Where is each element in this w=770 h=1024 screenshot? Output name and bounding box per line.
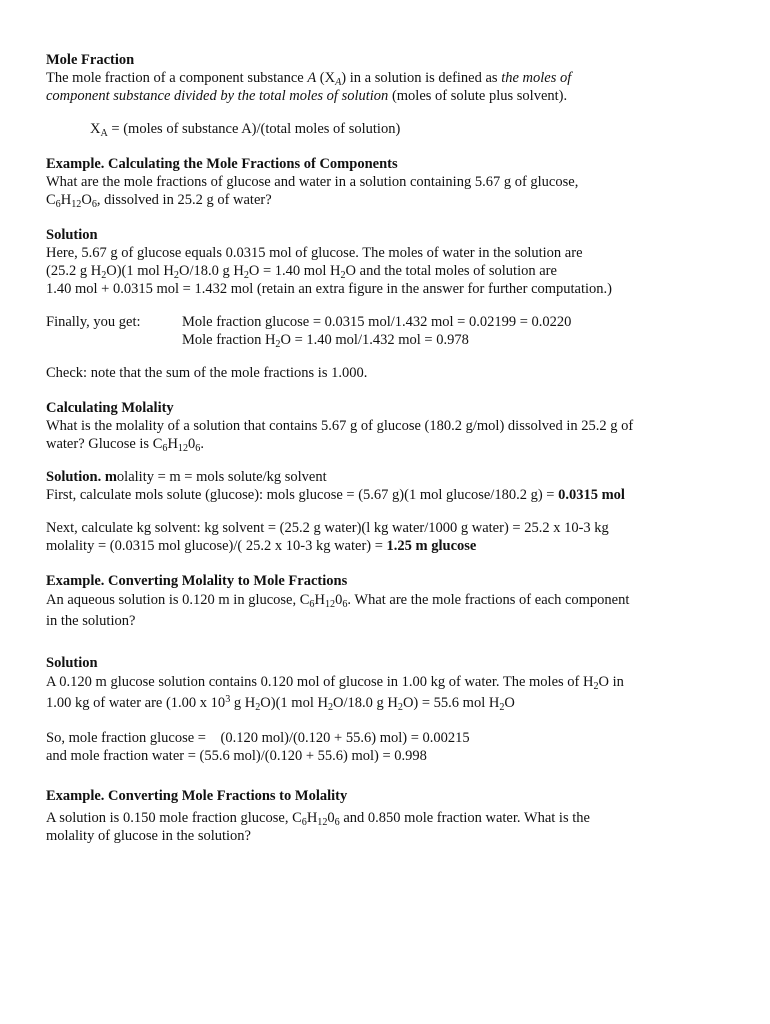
solution-line-3: 1.40 mol + 0.0315 mol = 1.432 mol (retain an extra figure in the answer for further computation.) bbox=[46, 281, 613, 297]
section-heading: Example. Converting Molality to Mole Fractions bbox=[46, 573, 348, 589]
solution-line-2: (25.2 g $H_2O)(1$ mol $H_2O/18.0$ g $H_2O = 1.40$ mol $H_2O$ and the total moles of solution are bbox=[46, 263, 557, 281]
mole-fraction-water: and mole fraction water = (55.6 mol)/(0.120 + 55.6) mol) = 0.998 bbox=[46, 748, 427, 764]
section-solution-1 bbox=[46, 226, 736, 382]
result-glucose: Mole fraction glucose = 0.0315 mol/1.432 mol = 0.02199 = 0.0220 bbox=[182, 314, 572, 330]
section-mole-fraction bbox=[46, 51, 736, 138]
document-page bbox=[46, 51, 736, 845]
section-calculating-molality bbox=[46, 399, 736, 555]
section-heading: Mole Fraction bbox=[46, 52, 135, 68]
result-water: Mole fraction $H_2O = 1.40$ mol/1.432 mol = 0.978 bbox=[182, 332, 469, 350]
first-step: First, calculate mols solute (glucose): mols glucose = (5.67 g)(1 mol glucose/180.2 g) = 0.0315 mol bbox=[46, 487, 625, 503]
section-solution-2 bbox=[46, 654, 736, 765]
check-note: Check: note that the sum of the mole fractions is 1.000. bbox=[46, 365, 368, 381]
mole-fraction-glucose: So, mole fraction glucose = (0.120 mol)/(0.120 + 55.6) mol) = 0.00215 bbox=[46, 730, 470, 746]
section-example-mole-fractions-to-molality bbox=[46, 787, 736, 845]
question-line-2: molality of glucose in the solution? bbox=[46, 828, 251, 844]
finally-label: Finally, you get: bbox=[46, 314, 141, 330]
solution-line-2: 1.00 kg of water are (1.00 x $10^3$ g $H_2O)(1$ mol $H_2O/18.0$ g $H_2O) = 55.6$ mol $H_2O$ bbox=[46, 694, 515, 713]
question-line-2: in the solution? bbox=[46, 613, 136, 629]
question-line-1: What is the molality of a solution that contains 5.67 g of glucose (180.2 g/mol) dissolved in 25.2 g of bbox=[46, 418, 634, 434]
definition-line-1: The mole fraction of a component substance A $(X_A)$ in a solution is defined as the moles of bbox=[46, 70, 572, 88]
question-line-1: An aqueous solution is 0.120 m in glucose, $C_6H_{12}0_6$. What are the mole fractions of each component bbox=[46, 592, 630, 610]
section-heading: Solution bbox=[46, 655, 98, 671]
section-heading: Calculating Molality bbox=[46, 400, 174, 416]
final-results bbox=[46, 313, 736, 349]
section-example-mole-fractions bbox=[46, 155, 736, 209]
question-line-1: A solution is 0.150 mole fraction glucose, $C_6H_{12}0_6$ and 0.850 mole fraction water. What is the bbox=[46, 810, 590, 828]
section-heading: Example. Calculating the Mole Fractions of Components bbox=[46, 156, 398, 172]
solution-line-1: A 0.120 m glucose solution contains 0.120 mol of glucose in 1.00 kg of water. The moles of $H_2O$ in bbox=[46, 674, 624, 692]
question-line-2: $C_6H_{12}O_6$, dissolved in 25.2 g of water? bbox=[46, 192, 272, 210]
molality-definition: Solution. molality = m = mols solute/kg solvent bbox=[46, 469, 327, 485]
question-line-2: water? Glucose is $C_6H_{12}0_6$. bbox=[46, 436, 204, 454]
molality-result: molality = (0.0315 mol glucose)/( 25.2 x 10-3 kg water) = 1.25 m glucose bbox=[46, 538, 477, 554]
question-line-1: What are the mole fractions of glucose and water in a solution containing 5.67 g of glucose, bbox=[46, 174, 579, 190]
section-heading: Example. Converting Mole Fractions to Molality bbox=[46, 788, 348, 804]
mole-fraction-formula: $X_A$ = (moles of substance A)/(total moles of solution) bbox=[90, 121, 401, 139]
section-example-molality-to-mole-fractions bbox=[46, 572, 736, 632]
section-heading: Solution bbox=[46, 227, 98, 243]
solution-line-1: Here, 5.67 g of glucose equals 0.0315 mol of glucose. The moles of water in the solution are bbox=[46, 245, 583, 261]
definition-line-2: component substance divided by the total moles of solution (moles of solute plus solvent). bbox=[46, 88, 568, 104]
next-step: Next, calculate kg solvent: kg solvent = (25.2 g water)(l kg water/1000 g water) = 25.2 x 10-3 kg bbox=[46, 520, 609, 536]
